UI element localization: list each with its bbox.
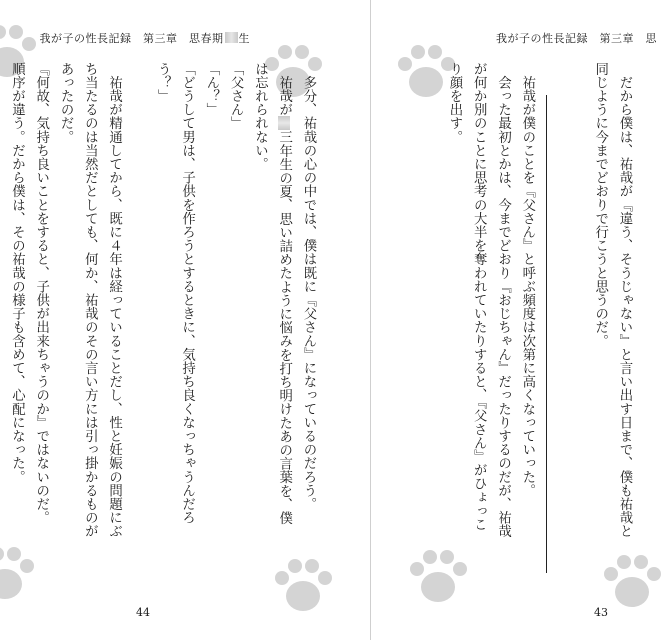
redacted-mark (225, 32, 238, 43)
text-line: あったのだ。 (58, 62, 74, 144)
text-line: り顔を出す。 (446, 62, 462, 144)
text-line: 祐哉が三年生の夏、思い詰めたように悩みを打ち明けたあの言葉を、僕 (276, 62, 292, 525)
text-line: ち当たるのは当然だとしても、何か、祐哉のその言い方には引っ掛かるものが (82, 62, 98, 538)
blank-line (563, 62, 587, 562)
page-number: 43 (594, 606, 608, 619)
text-line: 「父さん」 (228, 62, 244, 130)
vertical-body-text (4, 62, 320, 562)
text-line: 「どうして男は、子供を作ろうとするときに、気持ち良くなっちゃうんだろ (179, 62, 195, 525)
text-line: 多分、祐哉の心の中では、僕は既に『父さん』になっているのだろう。 (301, 62, 316, 511)
text-line: が何か別のことに思考の大半を奪われていたりすると、『父さん』がひょっこ (471, 62, 487, 532)
text-line: 「ん？」 (203, 62, 219, 117)
page-number: 44 (136, 606, 150, 619)
redacted-mark (278, 116, 290, 130)
running-header: 我が子の性長記録 第三章 思 (496, 32, 657, 45)
right-page (371, 0, 657, 640)
text-line: 順序が違う。だから僕は、その祐哉の様子も含めて、心配になった。 (9, 62, 25, 484)
text-line: う？」 (155, 62, 171, 103)
blank-line (539, 62, 563, 562)
text-line: は忘れられない。 (252, 62, 268, 171)
text-line: 祐哉が精通してから、既に４年は経っていることだし、性と妊娠の問題にぶ (106, 62, 122, 538)
text-line: 会った最初とかは、今までどおり『おじちゃん』だったりするのだが、祐哉 (495, 62, 511, 538)
text-line: だから僕は、祐哉が『違う、そうじゃない』と言い出す日まで、僕も祐哉と (617, 62, 632, 538)
text-line: 祐哉が僕のことを『父さん』と呼ぶ頻度は次第に高くなっていった。 (519, 62, 535, 498)
running-header: 我が子の性長記録 第三章 思春期 生 (39, 32, 250, 45)
blank-line (126, 62, 150, 562)
paw-print-icon (268, 552, 338, 622)
text-line: 『何故、気持ち良いことをすると、子供が出来ちゃうのか』ではないのだ。 (33, 62, 49, 525)
vertical-body-text (442, 62, 636, 562)
text-line: 同じように今までどおりで行こうと思うのだ。 (592, 62, 608, 348)
